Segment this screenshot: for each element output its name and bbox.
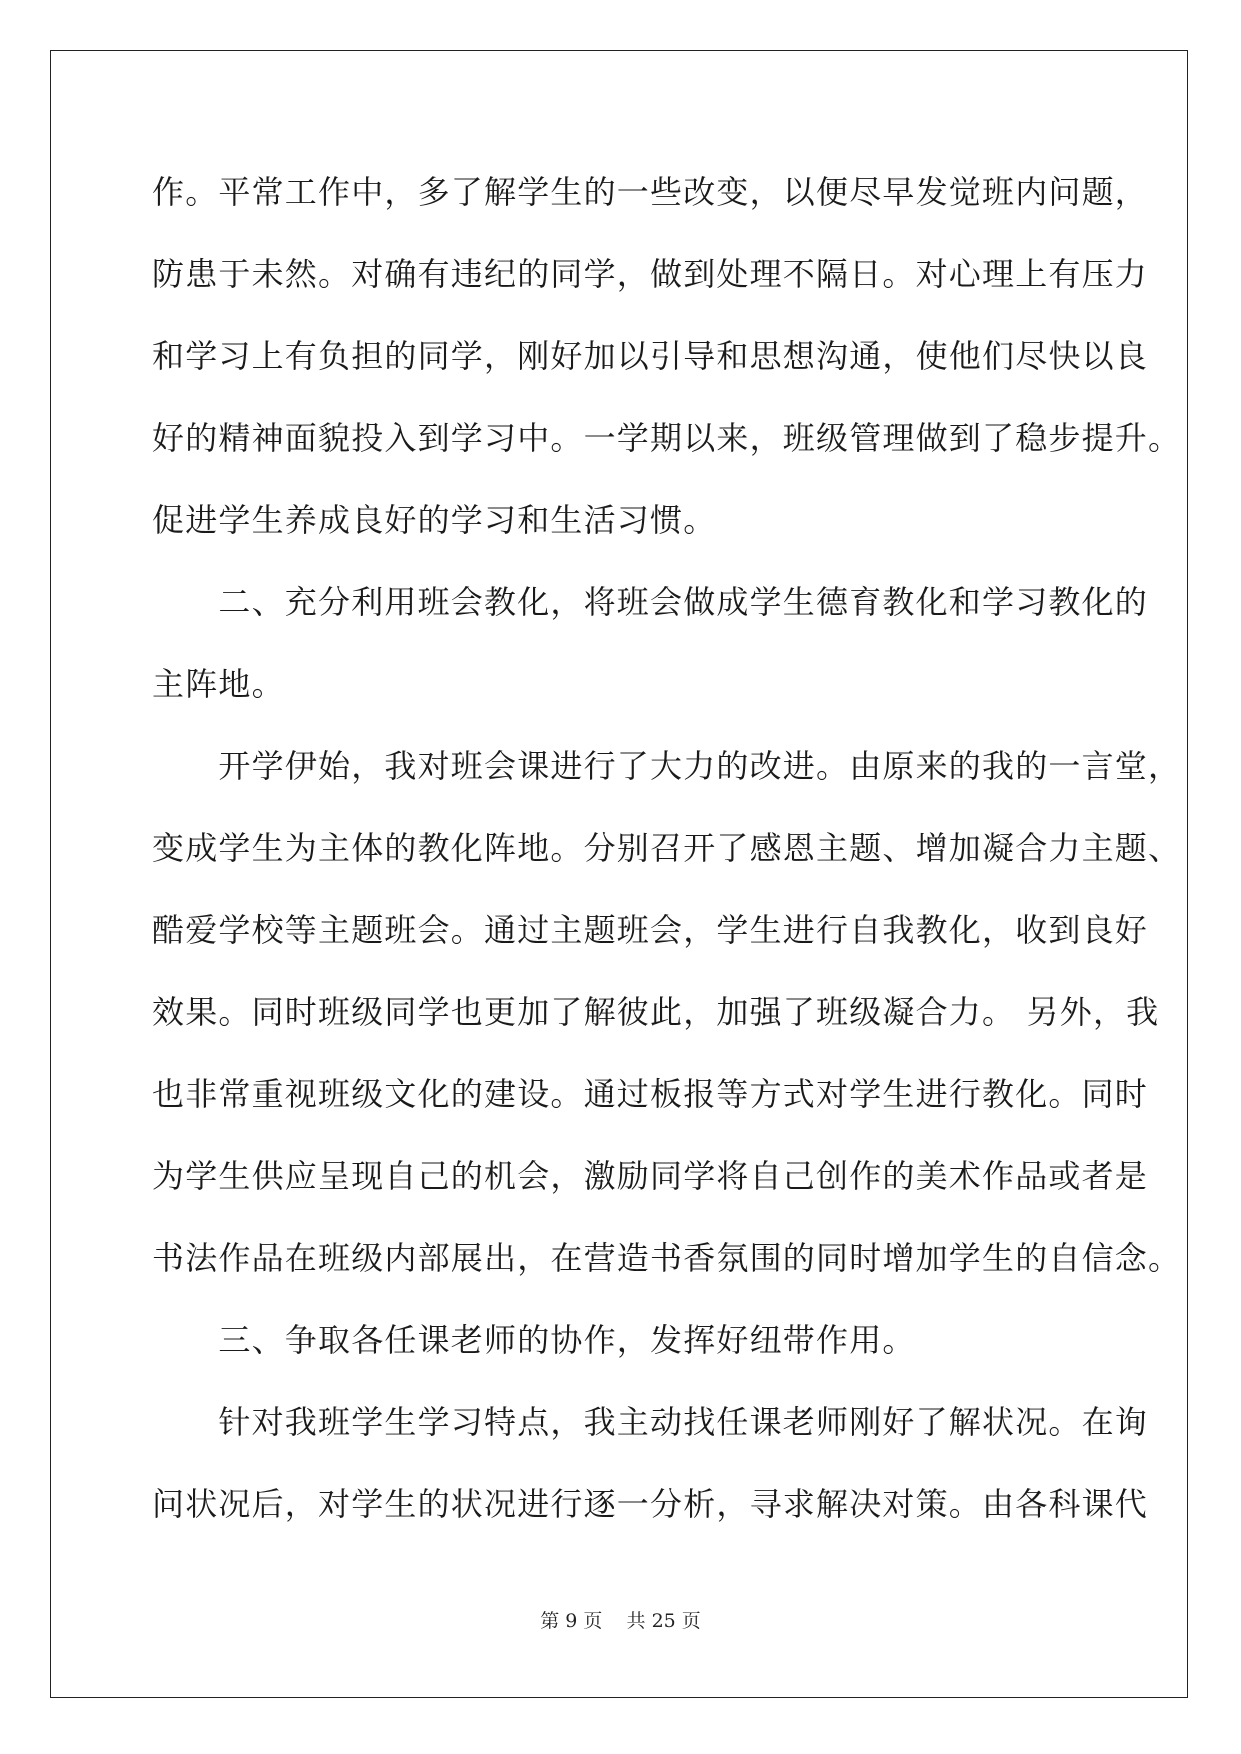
text-line: 促进学生养成良好的学习和生活习惯。 (152, 501, 717, 539)
text-line: 防患于未然。对确有违纪的同学，做到处理不隔日。对心理上有压力 (152, 255, 1149, 293)
text-line: 问状况后，对学生的状况进行逐一分析，寻求解决对策。由各科课代 (152, 1485, 1149, 1523)
text-line: 三、争取各任课老师的协作，发挥好纽带作用。 (152, 1321, 916, 1359)
text-line: 主阵地。 (152, 665, 285, 703)
page-footer (0, 1606, 1241, 1633)
text-line: 效果。同时班级同学也更加了解彼此，加强了班级凝合力。 另外，我 (152, 993, 1160, 1031)
text-line: 针对我班学生学习特点，我主动找任课老师刚好了解状况。在询 (152, 1403, 1149, 1441)
text-line: 酷爱学校等主题班会。通过主题班会，学生进行自我教化，收到良好 (152, 911, 1149, 949)
text-line: 二、充分利用班会教化，将班会做成学生德育教化和学习教化的 (152, 583, 1149, 621)
text-line: 书法作品在班级内部展出，在营造书香氛围的同时增加学生的自信念。 (152, 1239, 1182, 1277)
text-line: 也非常重视班级文化的建设。通过板报等方式对学生进行教化。同时 (152, 1075, 1149, 1113)
text-line: 和学习上有负担的同学，刚好加以引导和思想沟通，使他们尽快以良 (152, 337, 1149, 375)
text-line: 开学伊始，我对班会课进行了大力的改进。由原来的我的一言堂， (152, 747, 1182, 785)
document-body (152, 162, 1182, 1556)
text-line: 为学生供应呈现自己的机会，激励同学将自己创作的美术作品或者是 (152, 1157, 1149, 1195)
text-line: 好的精神面貌投入到学习中。一学期以来，班级管理做到了稳步提升。 (152, 419, 1182, 457)
text-line: 变成学生为主体的教化阵地。分别召开了感恩主题、增加凝合力主题、 (152, 829, 1182, 867)
page-number: 第 9 页 (540, 1610, 603, 1632)
page-total: 共 25 页 (626, 1610, 701, 1632)
text-line: 作。平常工作中，多了解学生的一些改变，以便尽早发觉班内问题， (152, 173, 1149, 211)
